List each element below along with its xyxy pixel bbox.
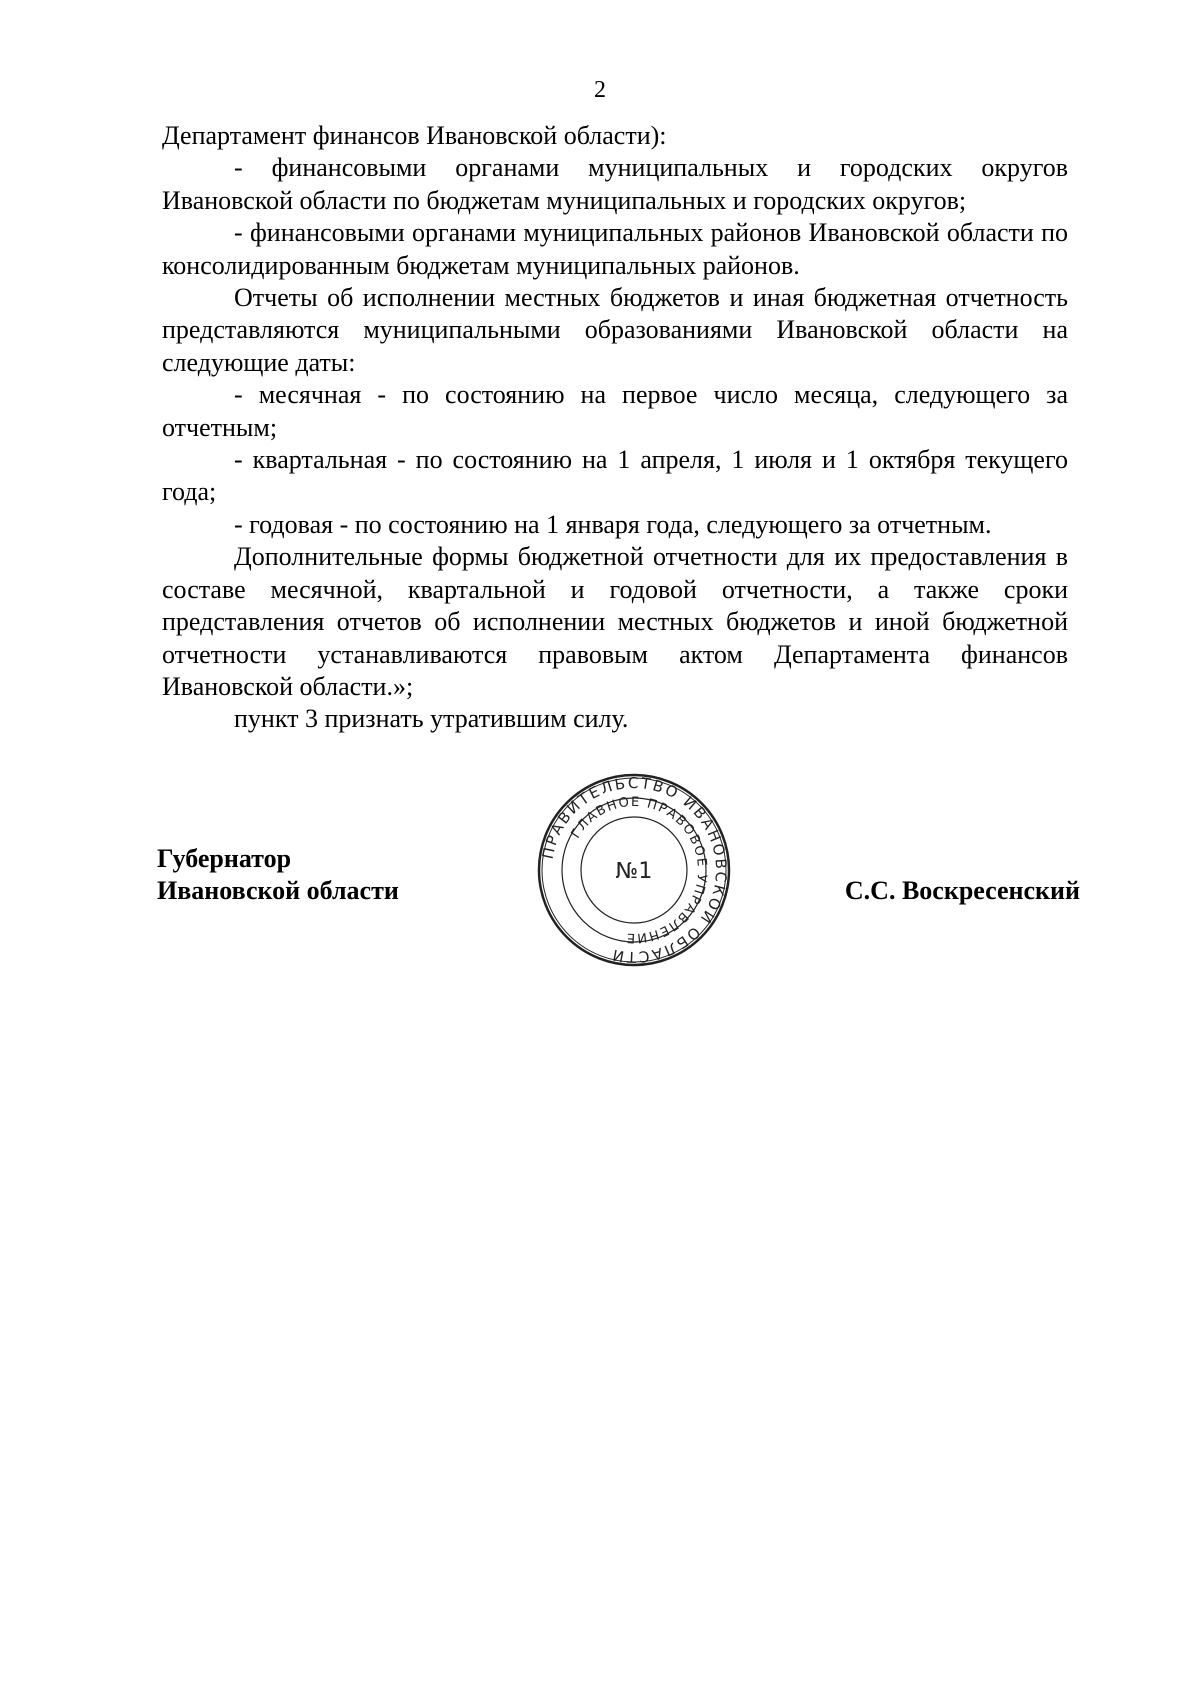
seal-outer-text: ПРАВИТЕЛЬСТВО ИВАНОВСКОЙ ОБЛАСТИ bbox=[538, 773, 731, 967]
document-body bbox=[162, 120, 1068, 736]
paragraph-8: Дополнительные формы бюджетной отчетности для их предоставления в составе месячной, квартальной и годовой отчетности, а также сроки представления отчетов об исполнении местных бюджетов и иной бюджетной отчетности устанавливаются правовым актом Департамента финансов Ивановской области.»; bbox=[162, 542, 1068, 701]
paragraph-1: Департамент финансов Ивановской области): bbox=[162, 121, 667, 150]
paragraph-9: пункт 3 признать утратившим силу. bbox=[234, 704, 629, 734]
signatory-position bbox=[157, 843, 399, 907]
paragraph-6: - квартальная - по состоянию на 1 апреля, 1 июля и 1 октября текущего года; bbox=[162, 445, 1068, 507]
paragraph-4: Отчеты об исполнении местных бюджетов и иная бюджетная отчетность представляются муниципальными образованиями Ивановской области на следующие даты: bbox=[162, 283, 1068, 377]
paragraph-2: - финансовыми органами муниципальных и городских округов Ивановской области по бюджетам муниципальных и городских округов; bbox=[162, 153, 1068, 215]
signatory-position-line-2: Ивановской области bbox=[157, 876, 399, 905]
seal-number: №1 bbox=[615, 859, 653, 884]
signatory-name: С.С. Воскресенский bbox=[844, 876, 1080, 905]
signatory-position-line-1: Губернатор bbox=[157, 844, 292, 873]
paragraph-7: - годовая - по состоянию на 1 января года, следующего за отчетным. bbox=[234, 509, 992, 539]
paragraph-5: - месячная - по состоянию на первое число месяца, следующего за отчетным; bbox=[162, 380, 1068, 442]
page-number: 2 bbox=[594, 77, 606, 103]
paragraph-3: - финансовыми органами муниципальных районов Ивановской области по консолидированным бюджетам муниципальных районов. bbox=[162, 218, 1068, 280]
official-seal bbox=[534, 770, 734, 970]
seal-inner-text: ГЛАВНОЕ ПРАВОВОЕ УПРАВЛЕНИЕ bbox=[568, 794, 710, 946]
